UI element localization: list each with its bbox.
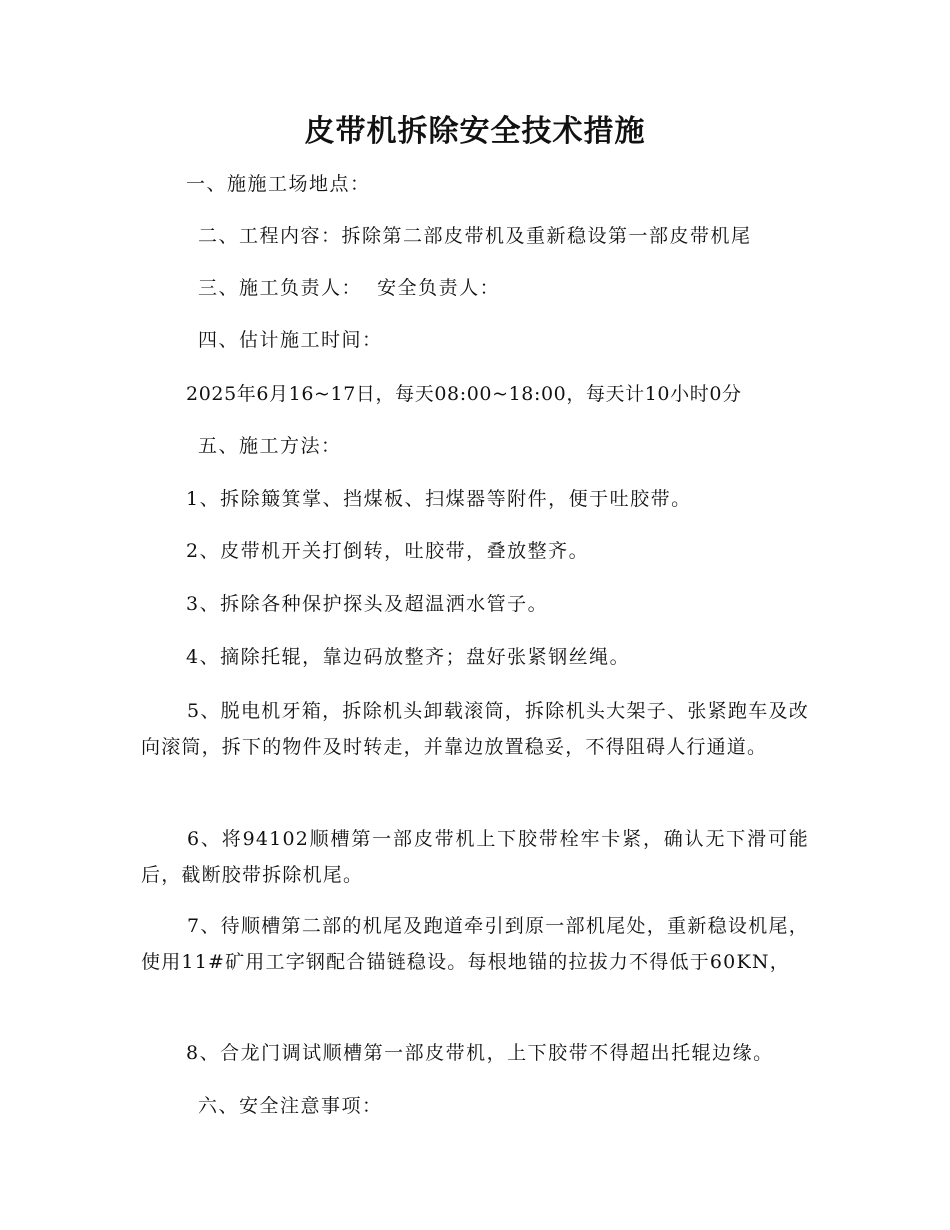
section-time-heading: 四、估计施工时间： [198,329,383,351]
step-3: 3、拆除各种保护探头及超温洒水管子。 [186,593,549,615]
step-7: 7、待顺槽第二部的机尾及跑道牵引到原一部机尾处，重新稳设机尾，使用11#矿用工字钢配合锚链稳设。每根地锚的拉拔力不得低于60KN， [141,915,809,973]
section-location: 一、施施工场地点： [186,173,371,195]
section-method-heading: 五、施工方法： [198,435,342,457]
step-5: 5、脱电机牙箱，拆除机头卸载滚筒，拆除机头大架子、张紧跑车及改向滚筒，拆下的物件及时转走，并靠边放置稳妥，不得阻碍人行通道。 [141,700,809,758]
step-1: 1、拆除簸箕掌、挡煤板、扫煤器等附件，便于吐胶带。 [186,488,692,510]
section-safety-heading: 六、安全注意事项： [198,1095,383,1117]
step-8: 8、合龙门调试顺槽第一部皮带机，上下胶带不得超出托辊边缘。 [186,1042,774,1064]
step-4: 4、摘除托辊，靠边码放整齐；盘好张紧钢丝绳。 [186,646,631,668]
step-6: 6、将94102顺槽第一部皮带机上下胶带栓牢卡紧，确认无下滑可能后，截断胶带拆除机尾。 [141,828,809,886]
step-2: 2、皮带机开关打倒转，吐胶带，叠放整齐。 [186,540,590,562]
section-content: 二、工程内容：拆除第二部皮带机及重新稳设第一部皮带机尾 [198,225,752,247]
section-persons: 三、施工负责人： 安全负责人： [198,277,501,299]
section-time-value: 2025年6月16~17日，每天08:00~18:00，每天计10小时0分 [186,383,742,405]
document-title: 皮带机拆除安全技术措施 [304,114,646,149]
